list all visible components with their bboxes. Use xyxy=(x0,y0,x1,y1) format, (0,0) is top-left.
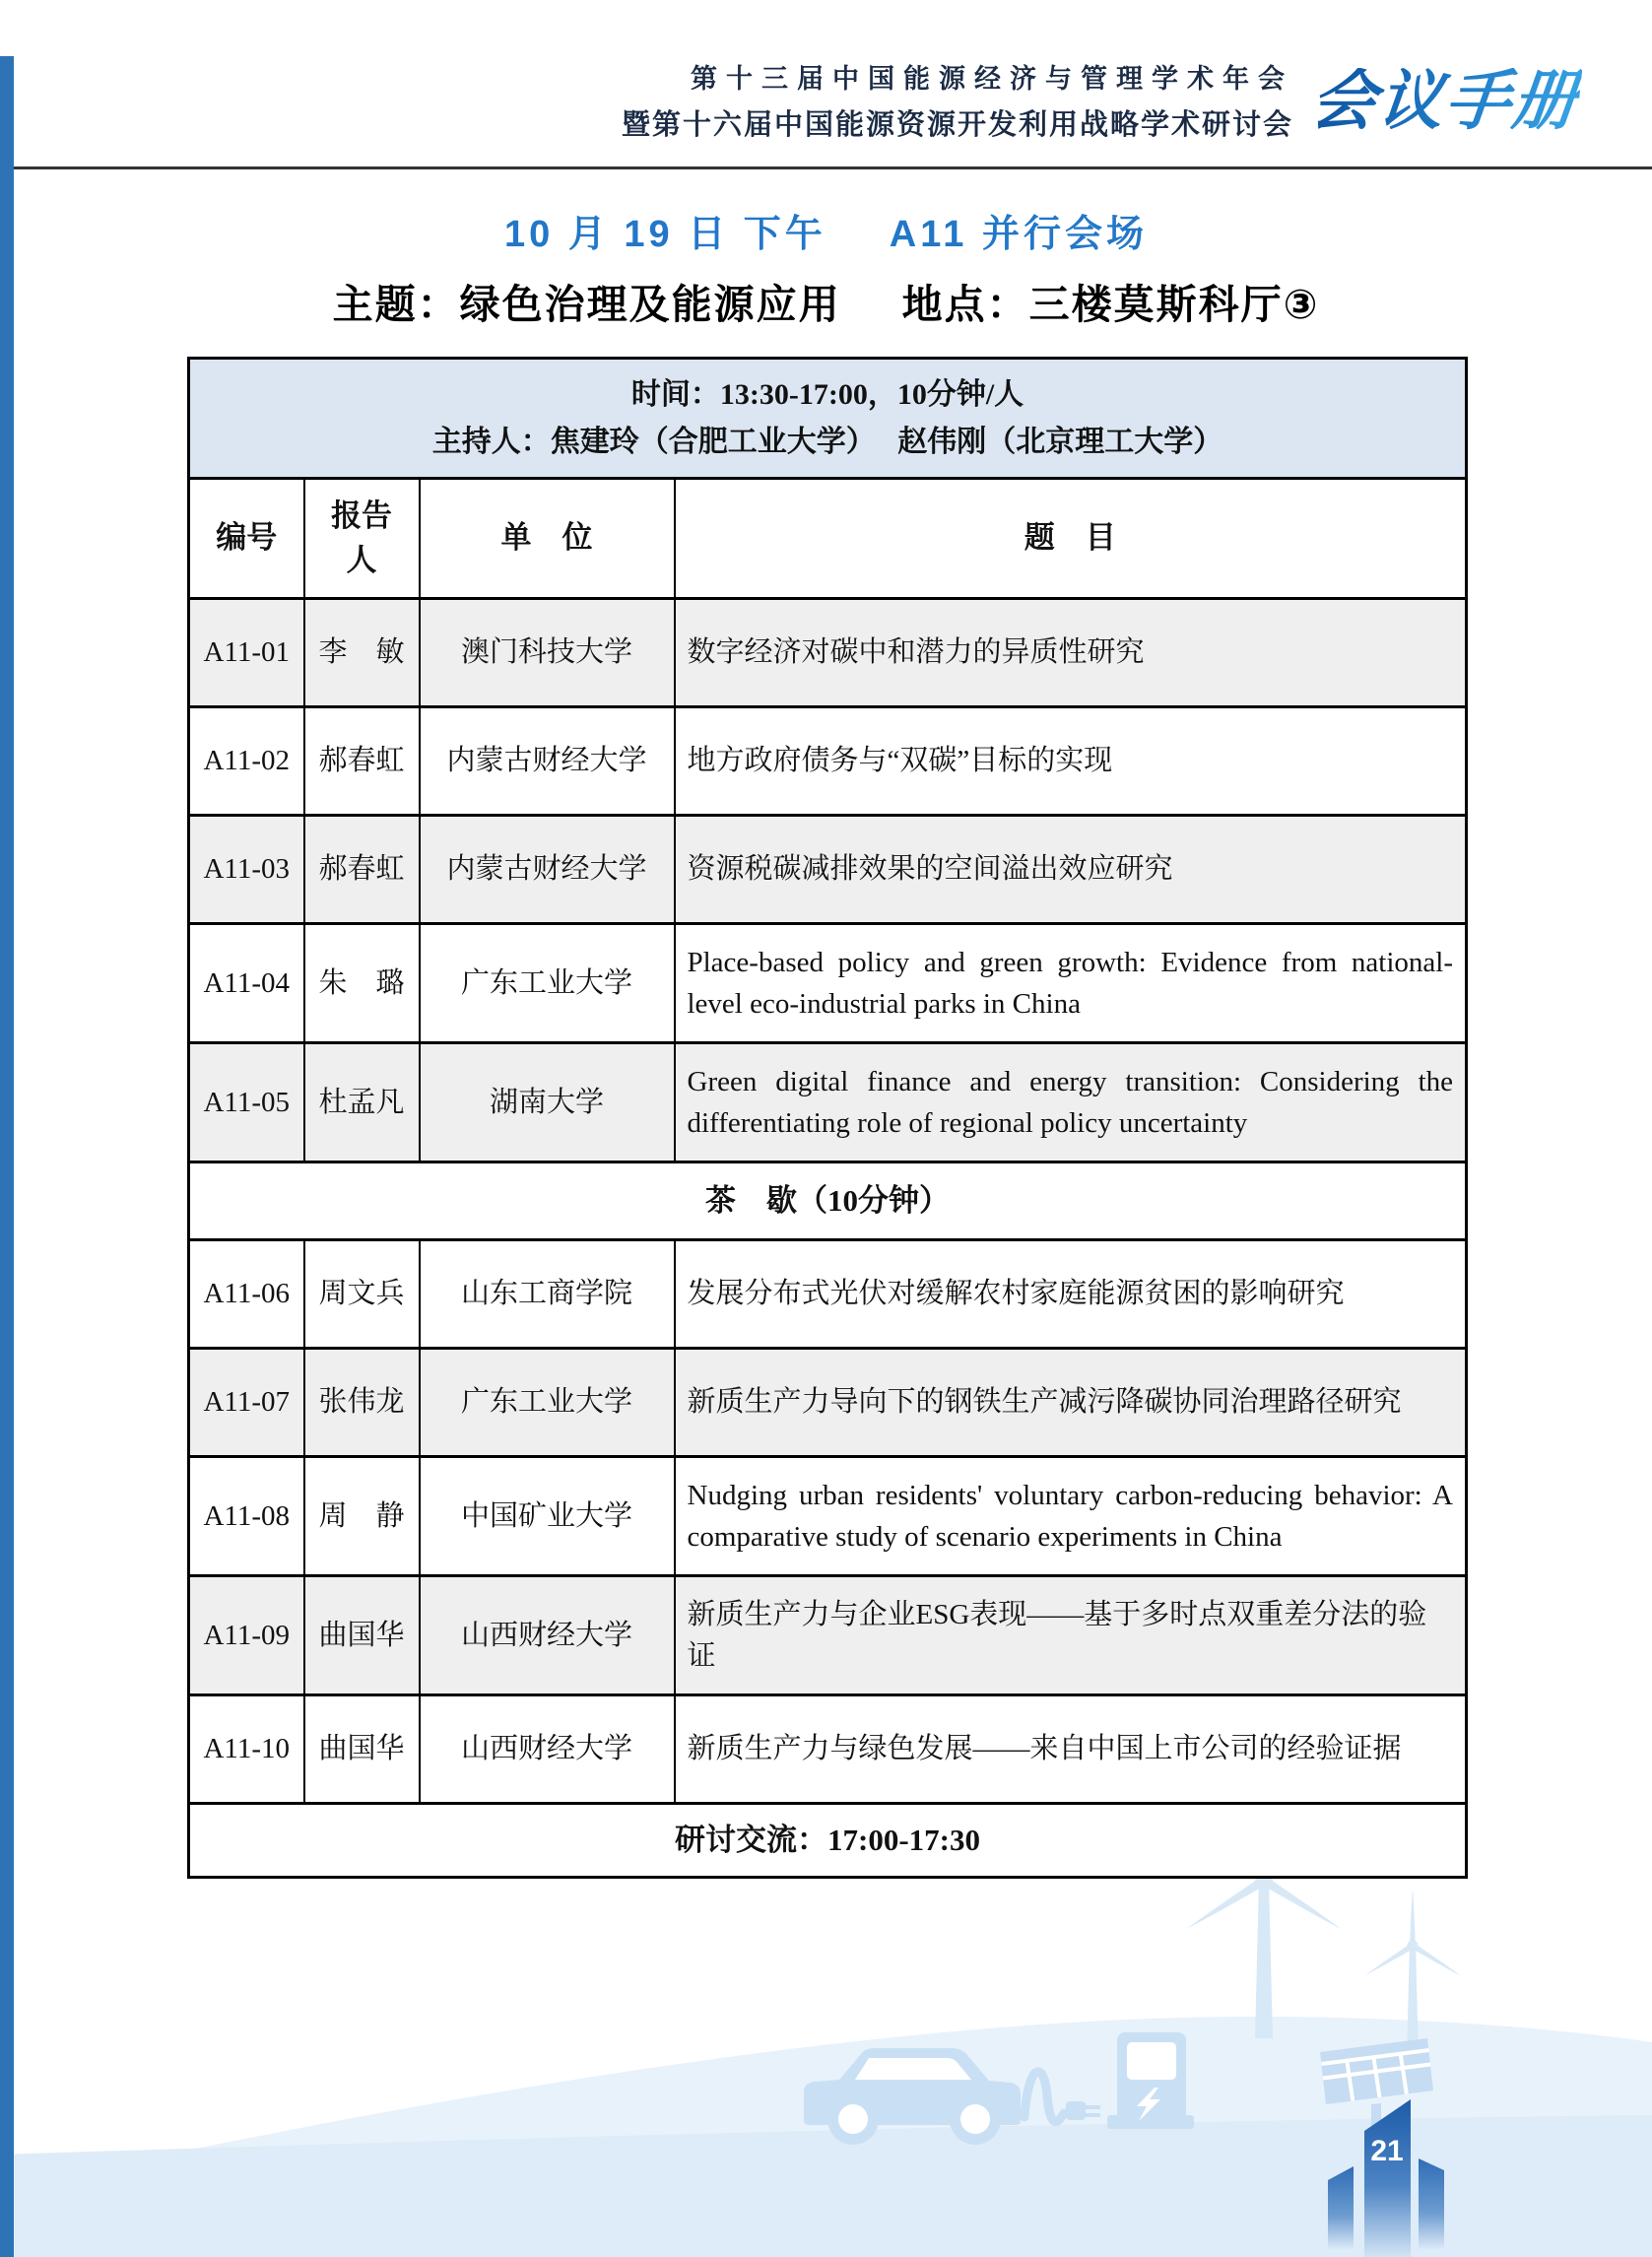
session-id-cell: A11-02 xyxy=(189,707,304,816)
paper-title-cell: Place-based policy and green growth: Evidence from national-level eco-industrial parks in China xyxy=(675,924,1467,1043)
session-datetime: 10 月 19 日 下午 xyxy=(504,214,826,255)
schedule-row xyxy=(189,1349,1467,1457)
schedule-row xyxy=(189,924,1467,1043)
affiliation-cell: 内蒙古财经大学 xyxy=(420,816,675,924)
affiliation-cell: 中国矿业大学 xyxy=(420,1457,675,1576)
paper-title-cell: 发展分布式光伏对缓解农村家庭能源贫困的影响研究 xyxy=(675,1240,1467,1349)
session-time: 时间：13:30-17:00，10分钟/人 xyxy=(630,378,1024,411)
session-theme: 主题：绿色治理及能源应用 xyxy=(332,282,841,327)
page-header xyxy=(621,57,1583,143)
discussion-cell: 研讨交流：17:00-17:30 xyxy=(189,1804,1467,1878)
speaker-cell: 曲国华 xyxy=(304,1695,420,1804)
schedule-row xyxy=(189,707,1467,816)
schedule-table xyxy=(187,357,1468,1879)
header-divider-rule xyxy=(0,166,1652,169)
session-id-cell: A11-01 xyxy=(189,599,304,707)
speaker-cell: 周 静 xyxy=(304,1457,420,1576)
conference-title-line1: 第十三届中国能源经济与管理学术年会 xyxy=(691,64,1293,94)
speaker-cell: 周文兵 xyxy=(304,1240,420,1349)
column-header-row xyxy=(189,479,1467,599)
handbook-logo: 会议手册 xyxy=(1307,63,1583,137)
session-id-cell: A11-06 xyxy=(189,1240,304,1349)
schedule-row xyxy=(189,1576,1467,1695)
paper-title-cell: 新质生产力与企业ESG表现——基于多时点双重差分法的验证 xyxy=(675,1576,1467,1695)
speaker-cell: 杜孟凡 xyxy=(304,1043,420,1162)
paper-title-cell: Nudging urban residents' voluntary carbon-reducing behavior: A comparative study of scenario experiments in China xyxy=(675,1457,1467,1576)
speaker-cell: 李 敏 xyxy=(304,599,420,707)
schedule-row xyxy=(189,1043,1467,1162)
affiliation-cell: 山西财经大学 xyxy=(420,1576,675,1695)
paper-title-cell: 数字经济对碳中和潜力的异质性研究 xyxy=(675,599,1467,707)
session-id-cell: A11-03 xyxy=(189,816,304,924)
conference-title xyxy=(622,57,1293,143)
paper-title-cell: 资源税碳减排效果的空间溢出效应研究 xyxy=(675,816,1467,924)
col-header-title: 题 目 xyxy=(675,479,1467,599)
session-id-cell: A11-05 xyxy=(189,1043,304,1162)
session-info-row xyxy=(189,359,1467,479)
session-hall: A11 并行会场 xyxy=(889,214,1148,255)
affiliation-cell: 湖南大学 xyxy=(420,1043,675,1162)
schedule-row xyxy=(189,816,1467,924)
speaker-cell: 郝春虹 xyxy=(304,816,420,924)
speaker-cell: 张伟龙 xyxy=(304,1349,420,1457)
schedule-row xyxy=(189,1457,1467,1576)
speaker-cell: 朱 璐 xyxy=(304,924,420,1043)
session-id-cell: A11-04 xyxy=(189,924,304,1043)
col-header-speaker: 报告人 xyxy=(304,479,420,599)
speaker-cell: 郝春虹 xyxy=(304,707,420,816)
schedule-row xyxy=(189,599,1467,707)
tea-break-row xyxy=(189,1162,1467,1240)
session-hosts: 主持人：焦建玲（合肥工业大学） 赵伟刚（北京理工大学） xyxy=(431,425,1223,458)
discussion-row xyxy=(189,1804,1467,1878)
session-id-cell: A11-08 xyxy=(189,1457,304,1576)
schedule-row xyxy=(189,1240,1467,1349)
page-number: 21 xyxy=(1370,2135,1404,2167)
ev-charger-icon xyxy=(1107,2032,1194,2129)
affiliation-cell: 内蒙古财经大学 xyxy=(420,707,675,816)
affiliation-cell: 广东工业大学 xyxy=(420,924,675,1043)
col-header-affiliation: 单 位 xyxy=(420,479,675,599)
session-subtitle xyxy=(0,272,1652,330)
schedule-row xyxy=(189,1695,1467,1804)
affiliation-cell: 山西财经大学 xyxy=(420,1695,675,1804)
paper-title-cell: 地方政府债务与“双碳”目标的实现 xyxy=(675,707,1467,816)
conference-title-line2: 暨第十六届中国能源资源开发利用战略学术研讨会 xyxy=(621,109,1293,141)
speaker-cell: 曲国华 xyxy=(304,1576,420,1695)
session-id-cell: A11-10 xyxy=(189,1695,304,1804)
session-location: 地点：三楼莫斯科厅③ xyxy=(901,282,1320,327)
affiliation-cell: 广东工业大学 xyxy=(420,1349,675,1457)
tea-break-cell: 茶 歇（10分钟） xyxy=(189,1162,1467,1240)
session-info-cell xyxy=(189,359,1467,479)
session-id-cell: A11-07 xyxy=(189,1349,304,1457)
session-title xyxy=(0,203,1652,257)
paper-title-cell: 新质生产力导向下的钢铁生产减污降碳协同治理路径研究 xyxy=(675,1349,1467,1457)
affiliation-cell: 山东工商学院 xyxy=(420,1240,675,1349)
affiliation-cell: 澳门科技大学 xyxy=(420,599,675,707)
col-header-id: 编号 xyxy=(189,479,304,599)
schedule-table-wrap xyxy=(187,357,1465,1879)
paper-title-cell: 新质生产力与绿色发展——来自中国上市公司的经验证据 xyxy=(675,1695,1467,1804)
left-accent-bar xyxy=(0,56,14,2257)
session-id-cell: A11-09 xyxy=(189,1576,304,1695)
paper-title-cell: Green digital finance and energy transition: Considering the differentiating role of regional policy uncertainty xyxy=(675,1043,1467,1162)
